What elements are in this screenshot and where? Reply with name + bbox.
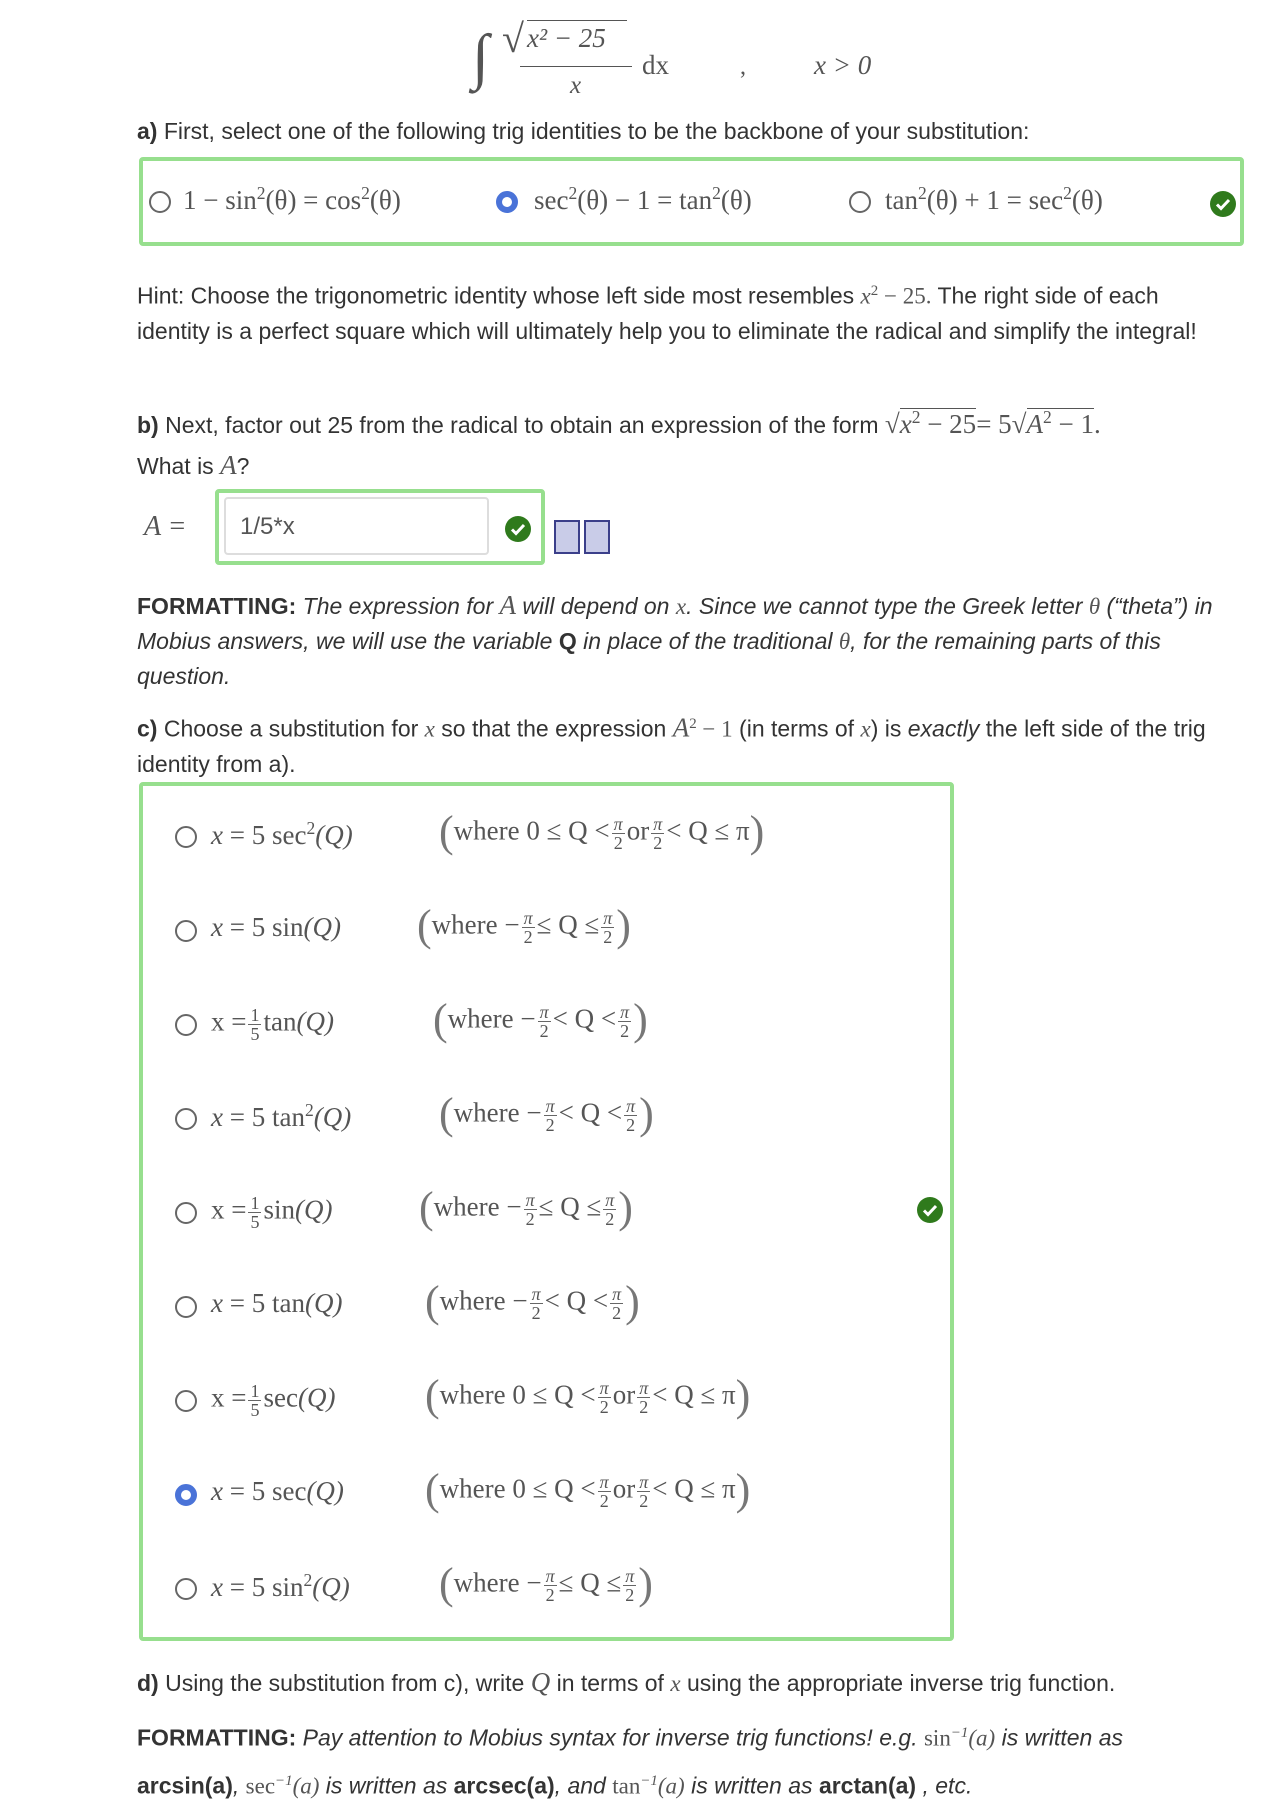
substitution-radio[interactable] [175,1296,197,1318]
substitution-option[interactable]: x = 5 $\tan^2(Q)$ (where − $\frac{\pi}{2}$ < Q < $\frac{\pi}{2}$ ) [171,1084,911,1154]
part-b-prompt: b) Next, factor out 25 from the radical to obtain an expression of the form $√x^2 - 25= 5√A^2 - 1$. [137,407,1101,439]
identity-1-text: $1 - \sin^2(\theta) = \cos^2(\theta)$ [183,183,401,215]
equation-editor-icon[interactable] [584,520,610,554]
identity-radio-1[interactable] [149,191,171,213]
substitution-radio[interactable] [175,920,197,942]
substitution-radio[interactable] [175,1202,197,1224]
check-icon [1210,191,1236,217]
identity-option-2[interactable] [496,177,826,227]
check-icon [917,1197,943,1223]
preview-icon[interactable] [554,520,580,554]
condition: x > 0 [814,50,872,80]
part-d-prompt: d) Using the substitution from c), write Q in terms of x using the appropriate inverse trig function. [137,1667,1116,1697]
sqrt-sign: √ [502,16,524,61]
identity-radio-2[interactable] [496,191,518,213]
substitution-radio[interactable] [175,1390,197,1412]
identity-3-text: $\tan^2(\theta) + 1 = \sec^2(\theta)$ [885,183,1103,215]
identity-option-3[interactable] [849,177,1179,227]
substitution-option[interactable]: x = $\frac{1}{5}$ sin(Q) (where − $\frac{\pi}{2}$ ≤ Q ≤ $\frac{\pi}{2}$ ) [171,1178,911,1248]
substitution-radio[interactable] [175,1578,197,1600]
substitution-option[interactable]: x = $\frac{1}{5}$ tan(Q) (where − $\frac{\pi}{2}$ < Q < $\frac{\pi}{2}$ ) [171,990,911,1060]
check-icon [505,516,531,542]
hint-text: Hint: Choose the trigonometric identity whose left side most resembles $x^2 - 25$. The right side of each identity is a perfect square which will ultimately help you to eliminate the radical and simplify the integral! [137,282,1197,344]
substitution-option[interactable]: x = 5 $\sec^2(Q)$ (where 0 ≤ Q < $\frac{\pi}{2}$ or $\frac{\pi}{2}$ < Q ≤ π) [171,802,911,872]
substitution-radio[interactable] [175,1014,197,1036]
identity-radio-3[interactable] [849,191,871,213]
part-a-options-box [139,157,1244,246]
identity-2-text: $\sec^2(\theta) - 1 = \tan^2(\theta)$ [534,183,752,215]
separator: , [740,54,746,80]
identity-option-1[interactable] [149,177,454,227]
substitution-option[interactable]: x = $\frac{1}{5}$ sec(Q) (where 0 ≤ Q < $\frac{\pi}{2}$ or $\frac{\pi}{2}$ < Q ≤ π) [171,1366,911,1436]
substitution-radio[interactable] [175,1484,197,1506]
substitution-option-selected[interactable]: x = 5 sec(Q) (where 0 ≤ Q < $\frac{\pi}{2}$ or $\frac{\pi}{2}$ < Q ≤ π) [171,1460,911,1530]
fraction-line [520,66,632,67]
answer-label: A = [144,511,187,542]
part-a-prompt: a) First, select one of the following trig identities to be the backbone of your substitution: [137,118,1030,144]
integral-sign: ∫ [472,23,489,91]
substitution-option[interactable]: x = 5 $\sin^2(Q)$ (where − $\frac{\pi}{2}$ ≤ Q ≤ $\frac{\pi}{2}$ ) [171,1554,911,1624]
formatting-note-2: FORMATTING: Pay attention to Mobius syntax for inverse trig functions! e.g. $\sin^{-1}(a)$ is written as arcsin(a), $\sec^{-1}(a)$ is written as arcsec(a), and $\tan^{-1}(a)$ is written as arctan(a) , etc. [137,1724,1124,1799]
integral-header [472,10,932,105]
substitution-option[interactable]: x = 5 sin(Q) (where − $\frac{\pi}{2}$ ≤ Q ≤ $\frac{\pi}{2}$ ) [171,896,911,966]
integral-numerator: x² − 25 [527,20,627,54]
formatting-note-1: FORMATTING: The expression for A will depend on x. Since we cannot type the Greek letter θ (“theta”) in Mobius answers, we will use the variable Q in place of the traditional θ, for the remaining parts of this question. [137,590,1213,689]
integral-denominator: x [570,72,582,99]
part-c-prompt: c) Choose a substitution for x so that the expression $A^2 - 1$ (in terms of x) is exactly the left side of the trig identity from a). [137,712,1206,777]
substitution-option[interactable]: x = 5 tan(Q) (where − $\frac{\pi}{2}$ < Q < $\frac{\pi}{2}$ ) [171,1272,911,1342]
part-b-question: What is A? [137,450,250,480]
answer-input[interactable]: 1/5*x [224,497,489,555]
dx-label: dx [642,50,669,80]
substitution-radio[interactable] [175,1108,197,1130]
substitution-radio[interactable] [175,826,197,848]
